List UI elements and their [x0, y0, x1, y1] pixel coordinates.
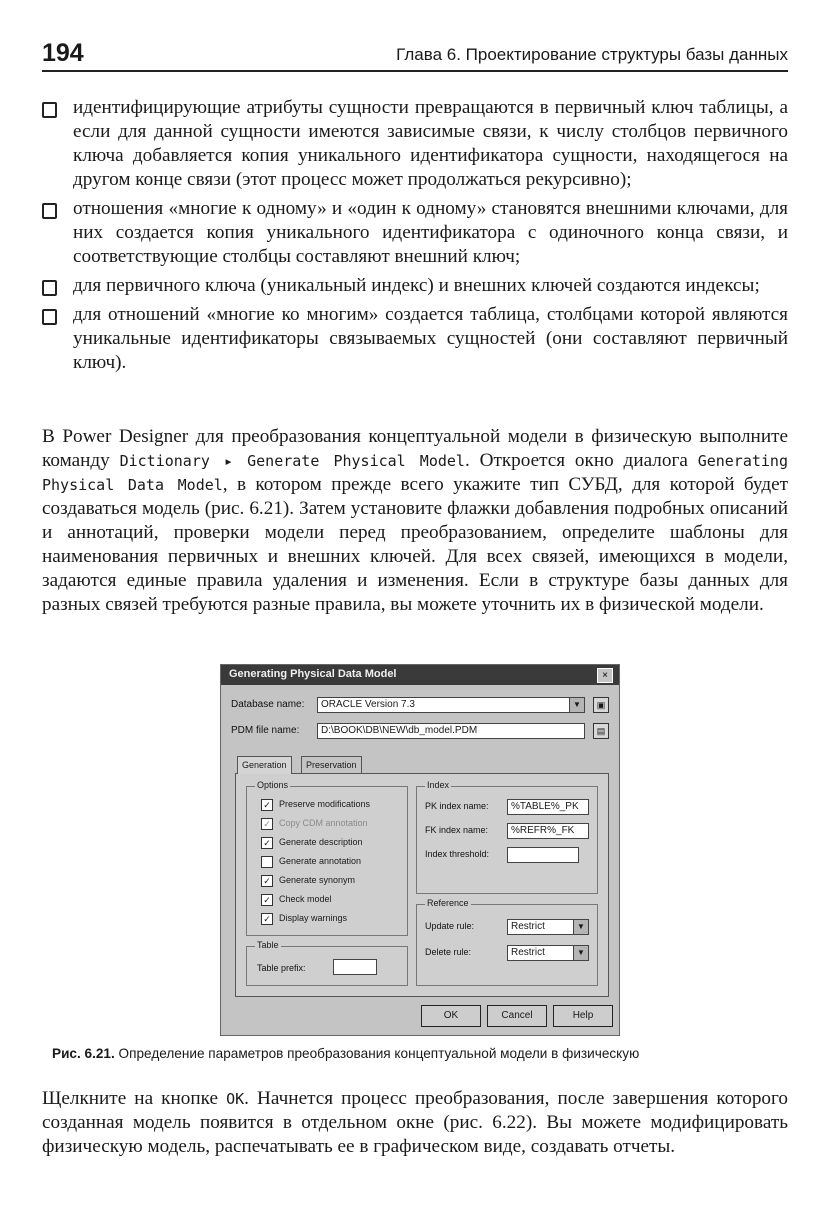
checkbox[interactable]	[261, 856, 273, 868]
caption-text: Определение параметров преобразования концептуальной модели в физическую	[114, 1046, 640, 1061]
update-rule-select[interactable]	[507, 919, 589, 935]
tab-preservation[interactable]: Preservation	[301, 756, 362, 774]
figure-caption	[52, 1045, 792, 1063]
option-preserve-modifications[interactable]	[261, 797, 370, 813]
list-item	[42, 303, 788, 375]
pdm-file-label: PDM file name:	[231, 725, 300, 736]
pk-index-label: PK index name:	[425, 801, 489, 811]
delete-rule-label: Delete rule:	[425, 947, 472, 957]
option-display-warnings[interactable]	[261, 911, 347, 927]
bullet-list	[42, 96, 788, 380]
option-generate-description[interactable]	[261, 835, 363, 851]
option-check-model[interactable]	[261, 892, 332, 908]
bullet-text: отношения «многие к одному» и «один к одному» становятся внешними ключами, для них создается копия уникального идентификатора с одиночного конца связи, и соответствующие столбцы составляют внешний ключ;	[73, 198, 788, 267]
paragraph-text: Щелкните на кнопке	[42, 1088, 227, 1109]
close-icon[interactable]: ×	[597, 668, 613, 683]
chevron-down-icon[interactable]: ▼	[573, 920, 588, 934]
option-label: Check model	[279, 894, 332, 904]
checkbox[interactable]: ✓	[261, 799, 273, 811]
checkbox[interactable]: ✓	[261, 837, 273, 849]
menu-arrow-icon: ▸	[209, 452, 248, 470]
delete-rule-value: Restrict	[511, 947, 545, 958]
option-label: Preserve modifications	[279, 799, 371, 809]
paragraph-text: В Power Designer для преобразования концептуальной модели в физическую выполните команду	[42, 426, 788, 471]
dialog-title: Generating Physical Data Model	[229, 668, 397, 680]
option-label: Generate annotation	[279, 856, 362, 866]
dialog-name: Generating Physical Data Model	[42, 452, 788, 494]
option-generate-annotation[interactable]	[261, 854, 361, 870]
delete-rule-select[interactable]	[507, 945, 589, 961]
option-label: Generate synonym	[279, 875, 356, 885]
checkbox[interactable]: ✓	[261, 913, 273, 925]
option-copy-cdm-annotation[interactable]	[261, 816, 368, 832]
checkbox-bullet-icon	[42, 280, 57, 296]
index-threshold-input[interactable]	[507, 847, 579, 863]
db-name-label: Database name:	[231, 699, 305, 710]
checkbox-bullet-icon	[42, 203, 57, 219]
options-group	[246, 780, 408, 936]
checkbox[interactable]: ✓	[261, 894, 273, 906]
figure-number: Рис. 6.21.	[52, 1046, 115, 1061]
table-prefix-label: Table prefix:	[257, 963, 306, 973]
update-rule-label: Update rule:	[425, 921, 475, 931]
list-item	[42, 96, 788, 192]
paragraph-text: . Начнется процесс преобразования, после завершения которого созданная модель появится в отдельном окне (рис. 6.22). Вы можете модифицировать физическую модель, распечатывать ее в графическом виде, создавать отчеты.	[42, 1088, 788, 1157]
body-paragraph	[42, 1087, 788, 1159]
option-label: Generate description	[279, 837, 363, 847]
dialog-screenshot	[220, 664, 620, 1036]
reference-group	[416, 898, 598, 986]
table-group	[246, 940, 408, 986]
update-rule-value: Restrict	[511, 921, 545, 932]
pk-index-input[interactable]: %TABLE%_PK	[507, 799, 589, 815]
index-group	[416, 780, 598, 894]
fk-index-label: FK index name:	[425, 825, 489, 835]
reference-title: Reference	[427, 898, 469, 908]
tab-generation[interactable]: Generation	[237, 756, 292, 774]
menu-command: Dictionary	[119, 452, 210, 470]
bullet-text: для первичного ключа (уникальный индекс) и внешних ключей создаются индексы;	[73, 275, 760, 296]
bullet-text: для отношений «многие ко многим» создается таблица, столбцами которой являются уникальные идентификаторы связываемых сущностей (они составляют первичный ключ).	[73, 304, 788, 373]
button-name: OK	[226, 1090, 245, 1108]
db-name-value: ORACLE Version 7.3	[321, 699, 415, 710]
checkbox[interactable]: ✓	[261, 875, 273, 887]
pdm-file-input[interactable]: D:\BOOK\DB\NEW\db_model.PDM	[317, 723, 585, 739]
chevron-down-icon[interactable]: ▼	[569, 698, 584, 712]
db-name-select[interactable]	[317, 697, 585, 713]
cancel-button[interactable]: Cancel	[487, 1005, 547, 1027]
index-title: Index	[427, 780, 450, 790]
option-label: Copy CDM annotation	[279, 818, 368, 828]
chapter-title: Глава 6. Проектирование структуры базы данных	[396, 45, 788, 64]
table-title: Table	[257, 940, 279, 950]
help-button[interactable]: Help	[553, 1005, 613, 1027]
bullet-text: идентифицирующие атрибуты сущности превращаются в первичный ключ таблицы, а если для данной сущности имеются зависимые связи, к числу столбцов первичного ключа добавляется копия уникального идентификатора сущности, находящегося на другом конце связи (этот процесс может продолжаться рекурсивно);	[73, 97, 788, 190]
menu-command: Generate Physical Model	[247, 452, 465, 470]
option-label: Display warnings	[279, 913, 348, 923]
paragraph-text: , в котором прежде всего укажите тип СУБД, для которой будет создаваться модель (рис. 6.21). Затем установите флажки добавления подробных описаний и аннотаций, проверки модели перед преобразованием, определите шаблоны для наименования первичных и внешних ключей. Для всех связей, имеющихся в модели, задаются единые правила удаления и изменения. Если в структуре базы данных для разных связей требуются разные правила, вы можете уточнить их в физической модели.	[42, 474, 788, 615]
option-generate-synonym[interactable]	[261, 873, 355, 889]
dialog-titlebar	[221, 665, 619, 685]
options-title: Options	[257, 780, 289, 790]
ok-button[interactable]: OK	[421, 1005, 481, 1027]
checkbox[interactable]: ✓	[261, 818, 273, 830]
tab-panel	[235, 773, 609, 997]
fk-index-input[interactable]: %REFR%_FK	[507, 823, 589, 839]
list-item	[42, 274, 788, 298]
list-item	[42, 197, 788, 269]
checkbox-bullet-icon	[42, 309, 57, 325]
body-paragraph	[42, 425, 788, 617]
table-prefix-input[interactable]	[333, 959, 377, 975]
db-properties-icon[interactable]: ▣	[593, 697, 609, 713]
page-number: 194	[42, 39, 84, 67]
paragraph-text: . Откроется окно диалога	[464, 450, 698, 471]
chevron-down-icon[interactable]: ▼	[573, 946, 588, 960]
index-threshold-label: Index threshold:	[425, 849, 490, 859]
browse-icon[interactable]: ▤	[593, 723, 609, 739]
checkbox-bullet-icon	[42, 102, 57, 118]
running-header	[42, 38, 788, 72]
